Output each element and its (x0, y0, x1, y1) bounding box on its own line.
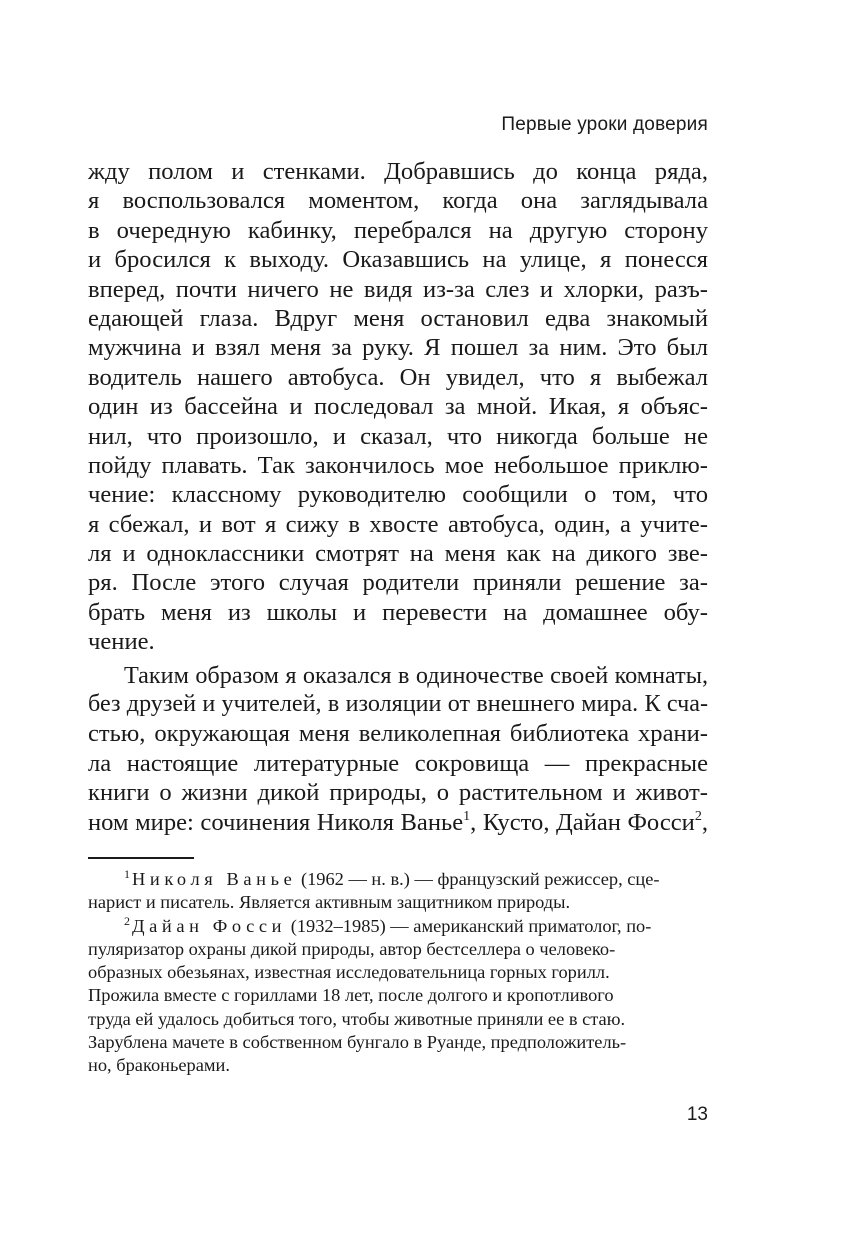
text-line: жду полом и стенками. Добравшись до конца ряда, (88, 158, 708, 185)
text-line: Таким образом я оказался в одиночестве своей комнаты, (124, 661, 708, 689)
text-line: я сбежал, и вот я сижу в хвосте автобуса, один, а учите- (88, 510, 708, 538)
footnote-reference[interactable]: 2 (694, 808, 702, 824)
footnote-line: но, браконьерами. (88, 1055, 230, 1076)
footnote-mark: 2 (124, 913, 130, 928)
text-line: водитель нашего автобуса. Он увидел, что я выбежал (88, 363, 708, 391)
footnote-line: Прожила вместе с гориллами 18 лет, после долгого и кропотливого (88, 985, 614, 1006)
footnote-name: Николя Ванье (132, 869, 297, 889)
text-line: ла настоящие литературные сокровища — прекрасные (88, 749, 708, 777)
text-line: ря. После этого случая родители приняли решение за- (88, 569, 708, 597)
footnote-divider (88, 857, 194, 859)
text-line: без друзей и учителей, в изоляции от внешнего мира. К сча- (88, 691, 708, 718)
text-line: один из бассейна и последовал за мной. Икая, я объяс- (88, 393, 708, 421)
text-line: чение: классному руководителю сообщили о том, что (88, 481, 708, 509)
text-line: едающей глаза. Вдруг меня остановил едва знакомый (88, 304, 708, 332)
footnote-text: (1962 — н. в.) — французский режиссер, сце- (296, 869, 660, 889)
text-line: вперед, почти ничего не видя из-за слез и хлорки, разъ- (88, 275, 708, 303)
footnote-line (88, 915, 708, 938)
running-head: Первые уроки доверия (501, 114, 708, 135)
page-number: 13 (686, 1104, 708, 1125)
paragraph-1 (88, 157, 708, 657)
paragraph-2 (88, 661, 708, 837)
footnote-line: Зарублена мачете в собственном бунгало в Руанде, предположитель- (88, 1032, 627, 1053)
footnote-line: образных обезьянах, известная исследовательница горных горилл. (88, 962, 610, 983)
text-line: ля и одноклассники смотрят на меня как на дикого зве- (88, 540, 708, 568)
text-line: пойду плавать. Так закончилось мое небольшое приклю- (88, 451, 708, 479)
text-line: брать меня из школы и перевести на домашнее обу- (88, 598, 708, 626)
text-line: книги о жизни дикой природы, о растительном и живот- (88, 779, 708, 807)
text-segment: , (701, 808, 708, 836)
footnote-line: нарист и писатель. Является активным защитником природы. (88, 892, 571, 913)
text-segment: , Кусто, Дайан Фосси (470, 808, 695, 836)
footnotes (88, 868, 708, 1078)
text-line: чение. (88, 628, 155, 656)
footnote-1 (88, 868, 708, 915)
footnote-reference[interactable]: 1 (463, 808, 471, 824)
footnote-mark: 1 (124, 867, 130, 881)
footnote-line (88, 868, 708, 891)
footnote-text: (1932–1985) — американский приматолог, по- (286, 915, 652, 936)
footnote-line: труда ей удалось добиться того, чтобы животные приняли ее в стаю. (88, 1008, 626, 1029)
text-line: я воспользовался моментом, когда она заглядывала (88, 187, 708, 215)
text-line: и бросился к выходу. Оказавшись на улице, я понесся (88, 246, 708, 274)
footnote-line: пуляризатор охраны дикой природы, автор бестселлера о человеко- (88, 938, 616, 959)
body-text (88, 157, 708, 837)
footnote-name: Дайан Фосси (132, 915, 287, 936)
text-segment: ном мире: сочинения Николя Ванье (88, 808, 464, 836)
text-line: нил, что произошло, и сказал, что никогда больше не (88, 422, 708, 450)
text-line: стью, окружающая меня великолепная библиотека храни- (88, 720, 708, 748)
text-line (88, 808, 708, 837)
text-line: мужчина и взял меня за руку. Я пошел за ним. Это был (88, 334, 708, 362)
text-line: в очередную кабинку, перебрался на другую сторону (88, 216, 708, 244)
footnote-2 (88, 915, 708, 1078)
